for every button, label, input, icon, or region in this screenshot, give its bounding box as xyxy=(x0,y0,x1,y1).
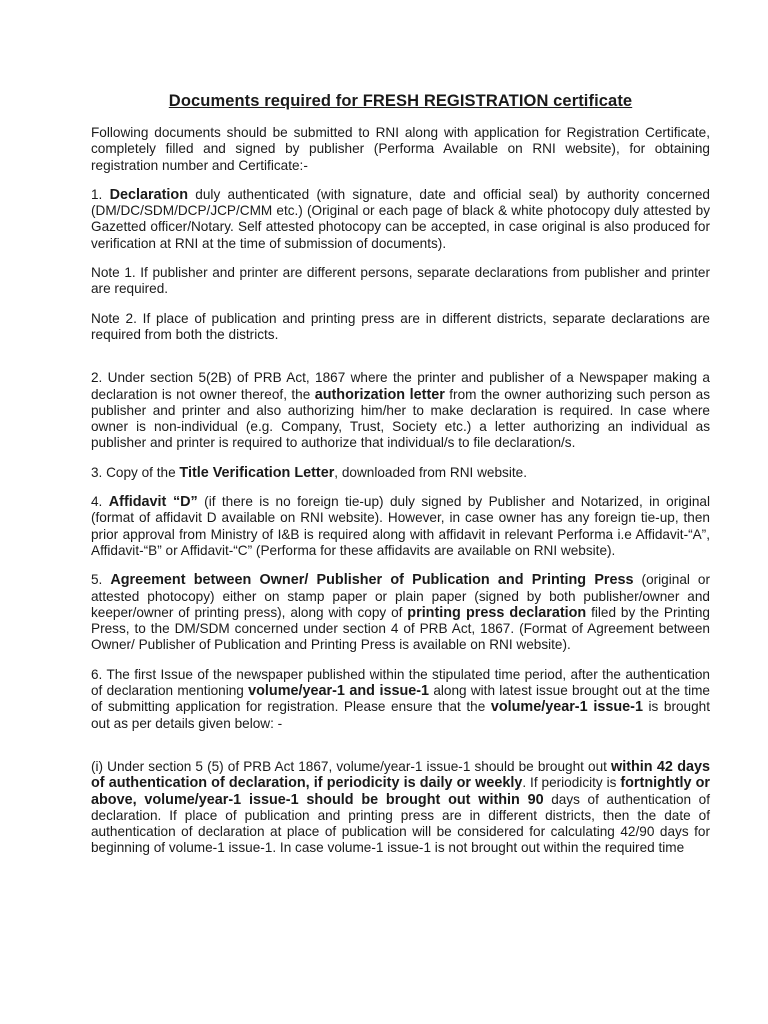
sub-i-mid: . If periodicity is xyxy=(522,775,621,791)
item-4-bold: Affidavit “D” xyxy=(108,494,198,511)
item-2-authorization xyxy=(91,370,710,451)
item-6-pre: 6. The first Issue of the newspaper published within the stipulated time period, after the authentication of declaration mentioning xyxy=(91,666,710,699)
sub-i-bold-1: within 42 days of authentication of declaration, if periodicity is daily or weekly xyxy=(91,758,710,792)
item-5-number: 5. xyxy=(91,572,111,588)
document-title: Documents required for FRESH REGISTRATION certificate xyxy=(168,92,633,110)
item-4-number: 4. xyxy=(91,494,109,510)
item-6-first-issue xyxy=(91,667,710,732)
intro-paragraph: Following documents should be submitted to RNI along with application for Registration Certificate, completely filled and signed by publisher (Performa Available on RNI website), for obtaining registration number and Certificate:- xyxy=(91,125,710,173)
item-6-bold-1: volume/year-1 and issue-1 xyxy=(248,683,430,700)
item-6-bold-2: volume/year-1 issue-1 xyxy=(490,699,643,716)
item-2-post: from the owner authorizing such person as publisher and printer and also authorizing him/her to make declaration is required. In case where owner is non-individual (e.g. Company, Trust, Society etc.) a letter authorizing an individual as publisher and printer is required to authorize that individual/s to file declaration/s. xyxy=(91,386,710,451)
sub-i-pre: (i) Under section 5 (5) of PRB Act 1867, volume/year-1 issue-1 should be brought out xyxy=(91,758,611,774)
sub-i-bold-2: fortnightly or above, volume/year-1 issue-1 should be brought out within 90 xyxy=(91,775,710,808)
item-4-text: (if there is no foreign tie-up) duly signed by Publisher and Notarized, in original (format of affidavit D available on RNI website). However, in case owner has any foreign tie-up, then prior approval from Ministry of I&B is required along with affidavit in relevant Performa i.e Affidavit-“A”, Affidavit-“B” or Affidavit-“C” (Performa for these affidavits are available on RNI website). xyxy=(91,494,710,558)
item-3-post: , downloaded from RNI website. xyxy=(334,464,527,480)
item-6-mid: along with latest issue brought out at the time of submitting application for registration. Please ensure that the xyxy=(91,683,710,715)
item-2-bold: authorization letter xyxy=(314,386,445,403)
item-1-bold: Declaration xyxy=(109,186,189,203)
item-3-pre: 3. Copy of the xyxy=(91,464,180,480)
note-2: Note 2. If place of publication and printing press are in different districts, separate declarations are required from both the districts. xyxy=(91,310,710,342)
item-5-bold-2: printing press declaration xyxy=(407,604,587,621)
item-1-text: duly authenticated (with signature, date and official seal) by authority concerned (DM/DC/SDM/DCP/JCP/CMM etc.) (Original or each page of black & white photocopy duly attested by Gazetted officer/Notary. Self attested photocopy can be accepted, in case original is also produced for verification at RNI at the time of submission of documents). xyxy=(91,186,710,251)
item-5-bold: Agreement between Owner/ Publisher of Publication and Printing Press xyxy=(110,572,634,589)
item-5-agreement xyxy=(91,572,710,653)
item-5-mid: (original or attested photocopy) either on stamp paper or plain paper (signed by both publisher/owner and keeper/owner of printing press), along with copy of xyxy=(91,572,710,620)
sub-item-i xyxy=(91,759,710,857)
item-5-post: filed by the Printing Press, to the DM/SDM concerned under section 4 of PRB Act, 1867. (Format of Agreement between Owner/ Publisher of Publication and Printing Press is available on RNI website). xyxy=(91,604,710,653)
item-6-post: is brought out as per details given below: - xyxy=(91,699,710,731)
sub-i-post: days of authentication of declaration. If place of publication and printing press are in different districts, then the date of authentication of declaration at place of publication will be considered for calculating 42/90 days for beginning of volume-1 issue-1. In case volume-1 issue-1 is not brought out within the required time xyxy=(91,791,710,856)
note-1: Note 1. If publisher and printer are different persons, separate declarations from publisher and printer are required. xyxy=(91,265,710,297)
item-3-bold: Title Verification Letter xyxy=(179,464,335,481)
item-4-affidavit xyxy=(91,494,710,559)
item-2-pre: 2. Under section 5(2B) of PRB Act, 1867 where the printer and publisher of a Newspaper making a declaration is not owner thereof, the xyxy=(91,370,710,402)
item-1-number: 1. xyxy=(91,186,110,202)
item-1-declaration xyxy=(91,187,710,252)
item-3-title-verification xyxy=(91,465,710,481)
